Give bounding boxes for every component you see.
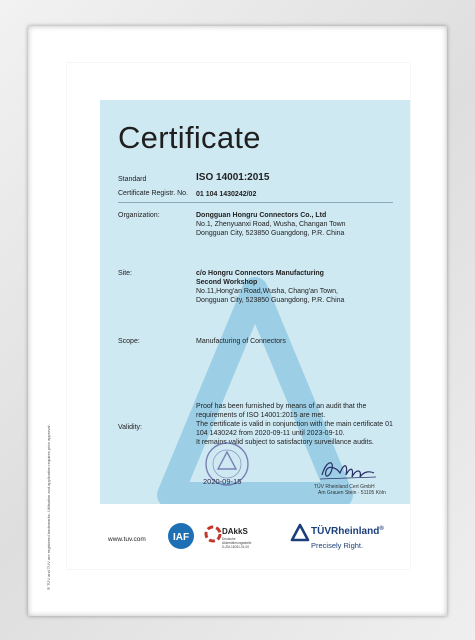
iaf-logo-text: IAF (172, 532, 190, 543)
registration-value: 01 104 1430242/02 (196, 191, 257, 198)
dakks-logo (204, 522, 272, 552)
registration-label: Certificate Registr. No. (118, 190, 189, 197)
organization-address-line: Dongguan City, 523850 Guangdong, P.R. China (196, 230, 345, 237)
tuv-brand (311, 526, 384, 537)
validity-line: The certificate is valid in conjunction with the main certificate 01 (196, 421, 393, 428)
scope-value: Manufacturing of Connectors (196, 338, 286, 345)
seal-date: 2020-09-15 (203, 477, 242, 486)
organization-address-line: No.1, Zhenyuanxi Road, Wusha, Changan Town (196, 221, 346, 228)
dakks-sub-text: Deutsche (222, 537, 236, 541)
site-label: Site: (118, 270, 133, 277)
validity-line: Proof has been furnished by means of an audit that the (196, 403, 367, 410)
standard-label: Standard (118, 176, 147, 183)
issuer-name: TÜV Rheinland Cert GmbH (314, 484, 375, 490)
validity-line: requirements of ISO 14001:2015 are met. (196, 412, 326, 419)
organization-block (196, 211, 346, 238)
site-name-line: Second Workshop (196, 279, 258, 286)
scope-label: Scope: (118, 338, 140, 345)
dakks-logo-text: DAkkS (222, 527, 248, 536)
standard-value: ISO 14001:2015 (196, 172, 270, 183)
issuer-address: Am Grauen Stein · 51105 Köln (318, 490, 386, 496)
trademark-note: ® TÜV and TUV are registered trademarks. Utilisation and application requires prior approval. (46, 424, 51, 590)
site-address-line: Dongguan City, 523850 Guangdong, P.R. China (196, 297, 345, 304)
organization-name: Dongguan Hongru Connectors Co., Ltd (196, 212, 327, 219)
registered-mark: ® (379, 526, 384, 532)
certificate-title: Certificate (118, 120, 261, 155)
validity-line: It remains valid subject to satisfactory surveillance audits. (196, 439, 374, 446)
validity-line: 104 1430242 from 2020-09-11 until 2023-09-10. (196, 430, 345, 437)
tuv-brand-text: TÜVRheinland (311, 526, 380, 537)
site-block (196, 269, 344, 305)
website-url: www.tuv.com (108, 536, 146, 543)
validity-label: Validity: (118, 424, 142, 431)
site-address-line: No.11,Hong'an Road,Wusha, Chang'an Town, (196, 288, 338, 295)
iaf-logo (162, 522, 200, 550)
divider (118, 202, 393, 203)
dakks-sub-text: Akkreditierungsstelle (222, 541, 252, 545)
organization-label: Organization: (118, 212, 160, 219)
tuv-slogan: Precisely Right. (311, 541, 364, 550)
tuv-triangle-icon (290, 523, 310, 543)
dakks-sub-text: D-ZM-16031-01-00 (222, 545, 250, 549)
signature (318, 455, 378, 483)
site-name-line: c/o Hongru Connectors Manufacturing (196, 270, 324, 277)
